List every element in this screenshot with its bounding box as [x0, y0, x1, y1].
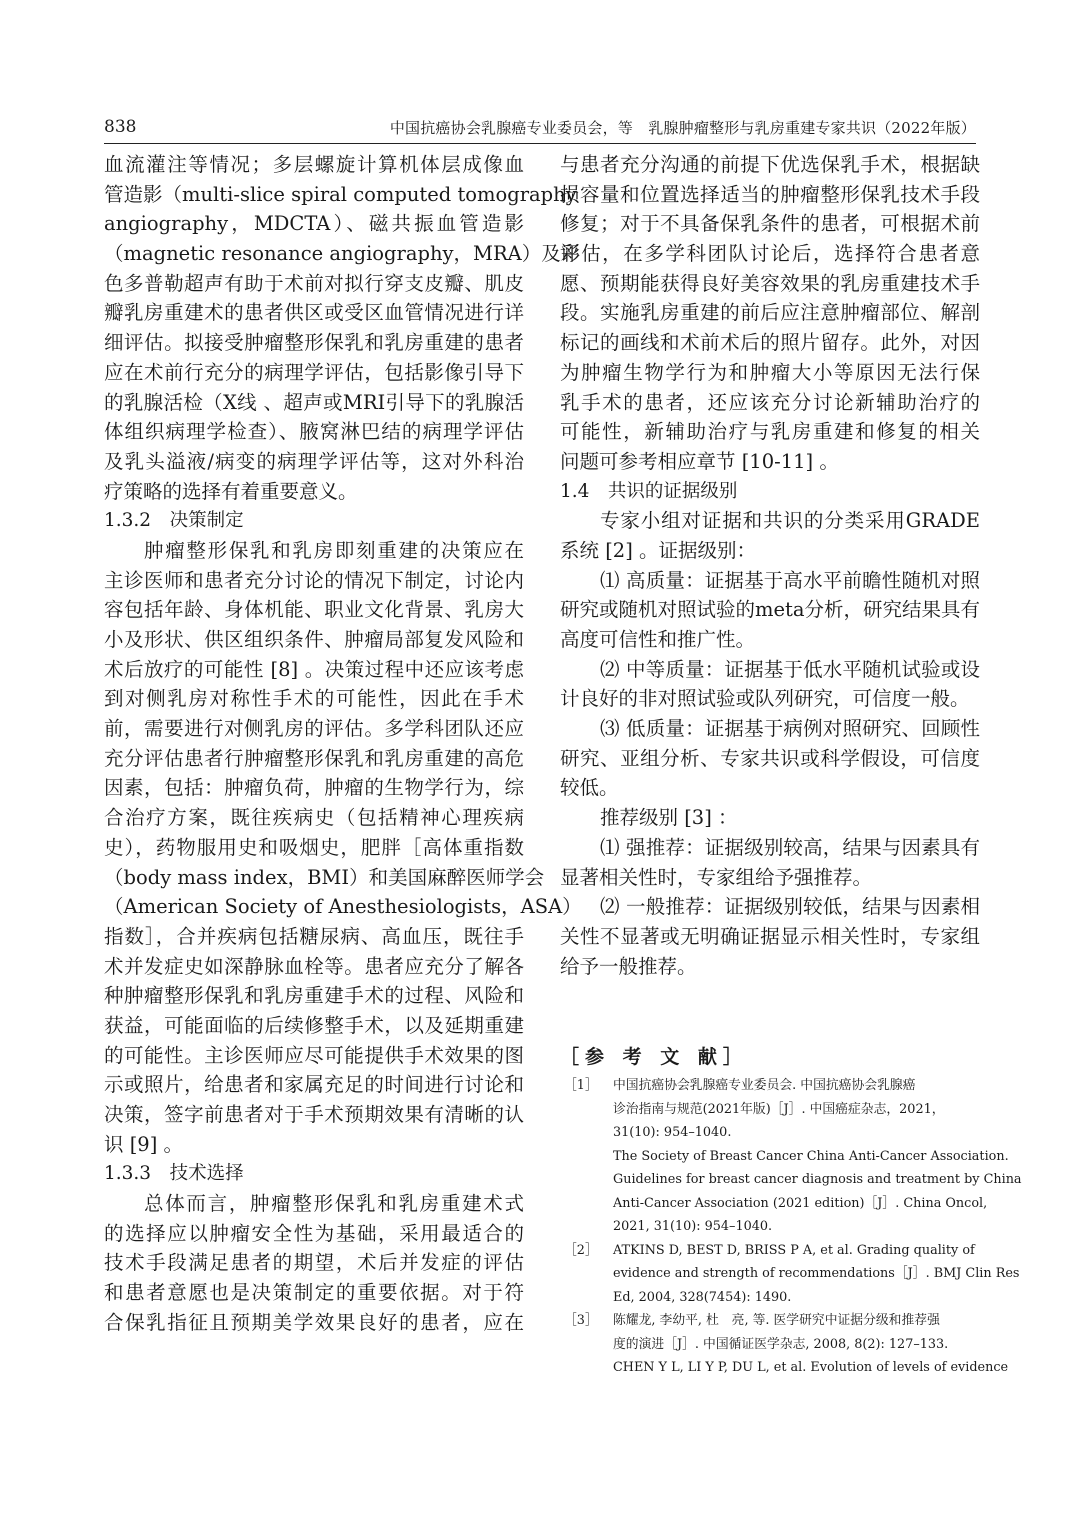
section-heading: 1.4 共识的证据级别	[560, 480, 738, 502]
reference-line: evidence and strength of recommendations［J］. BMJ Clin Res	[613, 1266, 1020, 1281]
text-line: 关性不显著或无明确证据显示相关性时，专家组	[560, 924, 980, 948]
text-line: 研究或随机对照试验的meta分析，研究结果具有	[560, 598, 980, 622]
text-line: 小及形状、供区组织条件、肿瘤局部复发风险和	[104, 628, 524, 651]
text-line: 肿瘤整形保乳和乳房即刻重建的决策应在	[144, 538, 524, 562]
text-line: 管造影（multi-slice spiral computed tomography	[104, 182, 577, 206]
reference-line: 2021, 31(10): 954–1040.	[613, 1219, 773, 1234]
section-heading: 1.3.3 技术选择	[104, 1163, 244, 1185]
text-line: 疗策略的选择有着重要意义。	[104, 479, 358, 503]
text-line: 愿、预期能获得良好美容效果的乳房重建技术手	[560, 271, 980, 295]
reference-line: Guidelines for breast cancer diagnosis and treatment by China	[613, 1172, 1022, 1187]
text-line: 给予一般推荐。	[560, 954, 697, 978]
text-line: 的可能性。主诊医师应尽可能提供手术效果的图	[104, 1043, 524, 1067]
text-line: 细评估。拟接受肿瘤整形保乳和乳房重建的患者	[104, 331, 524, 355]
running-title: 中国抗癌协会乳腺癌专业委员会，等 乳腺肿瘤整形与乳房重建专家共识（2022年版）	[389, 119, 976, 137]
text-line: 推荐级别 [3] ：	[600, 806, 738, 830]
reference-line: The Society of Breast Cancer China Anti-Cancer Association.	[613, 1148, 1009, 1164]
text-line: 合保乳指征且预期美学效果良好的患者，应在	[104, 1310, 524, 1334]
text-line: 高度可信性和推广性。	[560, 628, 756, 651]
text-line: 与患者充分沟通的前提下优选保乳手术，根据缺	[560, 153, 980, 176]
text-line: 系统 [2] 。证据级别：	[560, 538, 757, 562]
text-line: ⑵ 中等质量：证据基于低水平随机试验或设	[600, 657, 980, 681]
text-line: ⑵ 一般推荐：证据级别较低，结果与因素相	[600, 895, 980, 919]
text-line: 瓣乳房重建术的患者供区或受区血管情况进行详	[104, 301, 524, 325]
section-heading: 1.3.2 决策制定	[104, 510, 244, 532]
text-line: 乳手术的患者，还应该充分讨论新辅助治疗的	[560, 390, 980, 414]
text-line: 识 [9] 。	[104, 1132, 184, 1156]
text-line: 显著相关性时，专家组给予强推荐。	[560, 865, 873, 889]
text-line: 较低。	[560, 776, 619, 800]
text-line: 术并发症史如深静脉血栓等。患者应充分了解各	[104, 954, 524, 978]
text-line: 因素，包括：肿瘤负荷，肿瘤的生物学行为，综	[104, 776, 524, 800]
text-line: 到对侧乳房对称性手术的可能性，因此在手术	[104, 687, 524, 711]
text-line: （American Society of Anesthesiologists，ASA）	[104, 895, 582, 919]
reference-number: ［2］	[564, 1242, 598, 1258]
text-line: angiography，MDCTA）、磁共振血管造影	[104, 212, 524, 236]
text-line: 容包括年龄、身体机能、职业文化背景、乳房大	[104, 598, 524, 622]
text-line: 前，需要进行对侧乳房的评估。多学科团队还应	[104, 717, 524, 741]
right-column	[560, 150, 980, 981]
text-line: 色多普勒超声有助于术前对拟行穿支皮瓣、肌皮	[104, 271, 524, 295]
reference-line: 中国抗癌协会乳腺癌专业委员会. 中国抗癌协会乳腺癌	[613, 1078, 916, 1093]
text-line: 及乳头溢液/病变的病理学评估等，这对外科治	[104, 449, 524, 473]
text-line: 的选择应以肿瘤安全性为基础，采用最适合的	[104, 1221, 524, 1245]
text-line: 损容量和位置选择适当的肿瘤整形保乳技术手段	[560, 182, 980, 206]
text-line: 种肿瘤整形保乳和乳房重建手术的过程、风险和	[104, 984, 524, 1008]
reference-line: Ed, 2004, 328(7454): 1490.	[613, 1289, 792, 1305]
reference-line: 陈耀龙, 李幼平, 杜 亮, 等. 医学研究中证据分级和推荐强	[613, 1313, 940, 1328]
text-line: 问题可参考相应章节 [10-11] 。	[560, 449, 839, 473]
text-line: 应在术前行充分的病理学评估，包括影像引导下	[104, 360, 524, 384]
text-line: 充分评估患者行肿瘤整形保乳和乳房重建的高危	[104, 746, 524, 770]
text-line: 体组织病理学检查）、腋窝淋巴结的病理学评估	[104, 420, 524, 444]
text-line: 获益，可能面临的后续修整手术，以及延期重建	[104, 1013, 524, 1037]
reference-entry	[560, 1074, 1022, 1239]
text-line: 段。实施乳房重建的前后应注意肿瘤部位、解剖	[560, 301, 980, 325]
text-line: 示或照片，给患者和家属充足的时间进行讨论和	[104, 1073, 524, 1097]
reference-line: Anti-Cancer Association (2021 edition)［J］. China Oncol,	[613, 1195, 988, 1211]
text-line: 评估，在多学科团队讨论后，选择符合患者意	[560, 242, 980, 266]
reference-number: ［1］	[564, 1078, 598, 1093]
text-line: 指数］，合并疾病包括糖尿病、高血压，既往手	[104, 924, 524, 948]
text-line: 的乳腺活检（X线 、超声或MRI引导下的乳腺活	[104, 390, 524, 414]
text-line: 总体而言，肿瘤整形保乳和乳房重建术式	[144, 1192, 524, 1216]
references-title: ［参 考 文 献］	[560, 1046, 748, 1068]
page-number: 838	[104, 117, 137, 137]
reference-line: ATKINS D, BEST D, BRISS P A, et al. Grading quality of	[613, 1242, 975, 1258]
text-line: 专家小组对证据和共识的分类采用GRADE	[600, 509, 980, 533]
text-line: 技术手段满足患者的期望，术后并发症的评估	[104, 1251, 524, 1275]
reference-entry	[560, 1239, 1020, 1310]
text-line: 研究、亚组分析、专家共识或科学假设，可信度	[560, 746, 980, 770]
text-line: 和患者意愿也是决策制定的重要依据。对于符	[104, 1281, 524, 1305]
text-line: 合治疗方案，既往疾病史（包括精神心理疾病	[104, 806, 524, 830]
reference-number: ［3］	[564, 1313, 598, 1328]
text-line: 可能性，新辅助治疗与乳房重建和修复的相关	[560, 420, 980, 444]
text-line: 为肿瘤生物学行为和肿瘤大小等原因无法行保	[560, 360, 980, 384]
text-line: （body mass index，BMI）和美国麻醉医师学会	[104, 865, 545, 889]
text-line: 标记的画线和术前术后的照片留存。此外，对因	[560, 331, 980, 355]
text-line: 血流灌注等情况；多层螺旋计算机体层成像血	[104, 153, 524, 176]
references-list	[560, 1074, 1022, 1380]
text-line: ⑴ 高质量：证据基于高水平前瞻性随机对照	[600, 568, 980, 592]
text-line: 术后放疗的可能性 [8] 。决策过程中还应该考虑	[104, 657, 524, 681]
reference-line: 度的演进［J］. 中国循证医学杂志, 2008, 8(2): 127–133.	[613, 1336, 949, 1352]
left-column	[104, 150, 582, 1338]
text-line: 计良好的非对照试验或队列研究，可信度一般。	[560, 687, 970, 711]
running-header	[104, 113, 976, 144]
text-line: 决策，签字前患者对于手术预期效果有清晰的认	[104, 1103, 524, 1126]
text-line: （magnetic resonance angiography，MRA）及彩	[104, 242, 581, 266]
text-line: 修复；对于不具备保乳条件的患者，可根据术前	[560, 212, 980, 236]
text-line: 主诊医师和患者充分讨论的情况下制定，讨论内	[104, 568, 524, 592]
reference-line: CHEN Y L, LI Y P, DU L, et al. Evolution of levels of evidence	[613, 1360, 1009, 1375]
text-line: 史），药物服用史和吸烟史，肥胖［高体重指数	[104, 835, 524, 859]
reference-entry	[560, 1309, 1009, 1380]
text-line: ⑶ 低质量：证据基于病例对照研究、回顾性	[600, 717, 980, 741]
text-line: ⑴ 强推荐：证据级别较高，结果与因素具有	[600, 835, 980, 859]
reference-line: 诊治指南与规范(2021年版)［J］. 中国癌症杂志，2021，	[613, 1101, 945, 1117]
reference-line: 31(10): 954–1040.	[613, 1125, 732, 1140]
